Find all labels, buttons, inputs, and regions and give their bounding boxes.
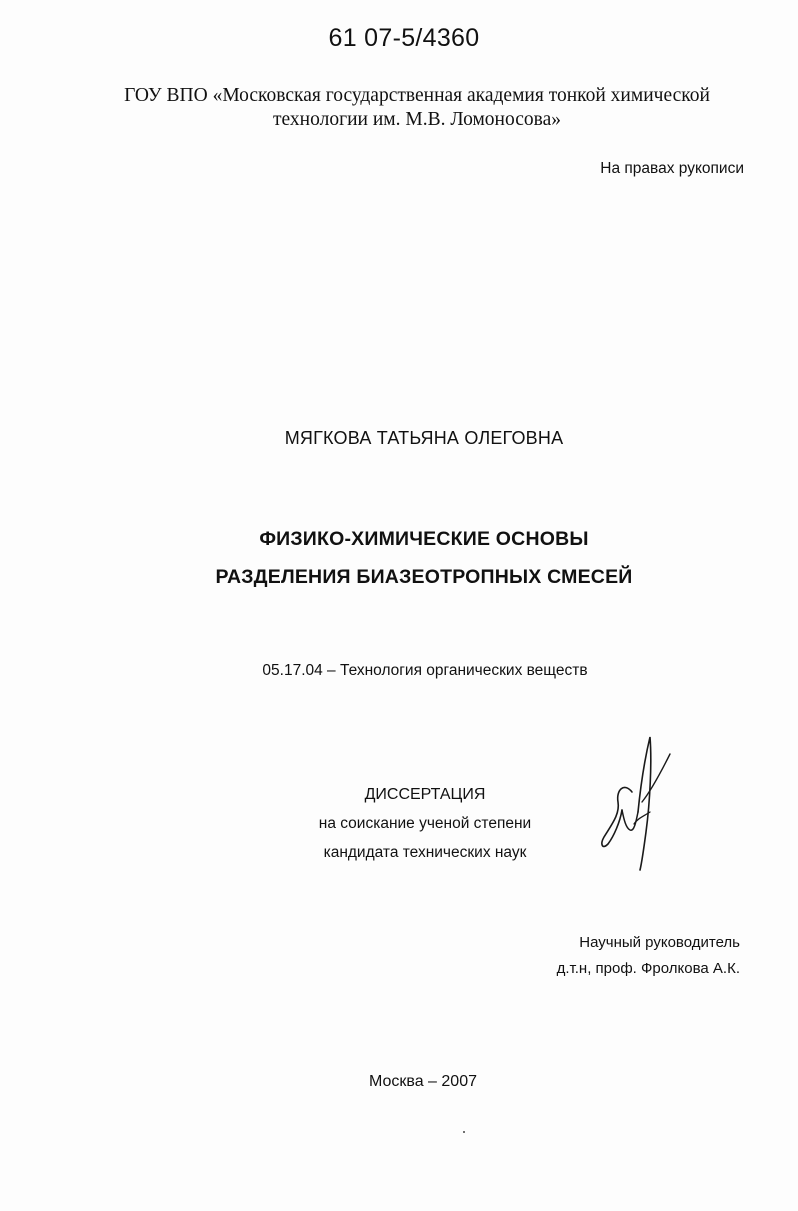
institution-line-2: технологии им. М.В. Ломоносова»: [273, 109, 561, 130]
title-line-2: РАЗДЕЛЕНИЯ БИАЗЕОТРОПНЫХ СМЕСЕЙ: [215, 566, 633, 588]
degree-block: [0, 780, 798, 867]
institution-name: [0, 84, 798, 132]
degree-line-3: кандидата технических наук: [323, 844, 527, 861]
title-line-1: ФИЗИКО-ХИМИЧЕСКИЕ ОСНОВЫ: [259, 528, 589, 550]
author-name: МЯГКОВА ТАТЬЯНА ОЛЕГОВНА: [284, 428, 564, 448]
supervisor-name: д.т.н, проф. Фролкова А.К.: [556, 960, 740, 977]
city-year: Москва – 2007: [368, 1073, 477, 1090]
scan-speck: [463, 1131, 465, 1133]
institution-line-1: ГОУ ВПО «Московская государственная академия тонкой химической: [124, 85, 710, 106]
degree-type: ДИССЕРТАЦИЯ: [364, 786, 486, 803]
specialty-code: 05.17.04 – Технология органических веществ: [262, 662, 588, 679]
dissertation-title: [0, 520, 798, 596]
signature-mark: [594, 732, 674, 872]
supervisor-block: [557, 930, 740, 982]
archive-number: 61 07-5/4360: [328, 24, 480, 52]
degree-line-2: на соискание ученой степени: [318, 815, 532, 832]
supervisor-label: Научный руководитель: [579, 934, 740, 951]
rights-note: На правах рукописи: [600, 160, 744, 177]
